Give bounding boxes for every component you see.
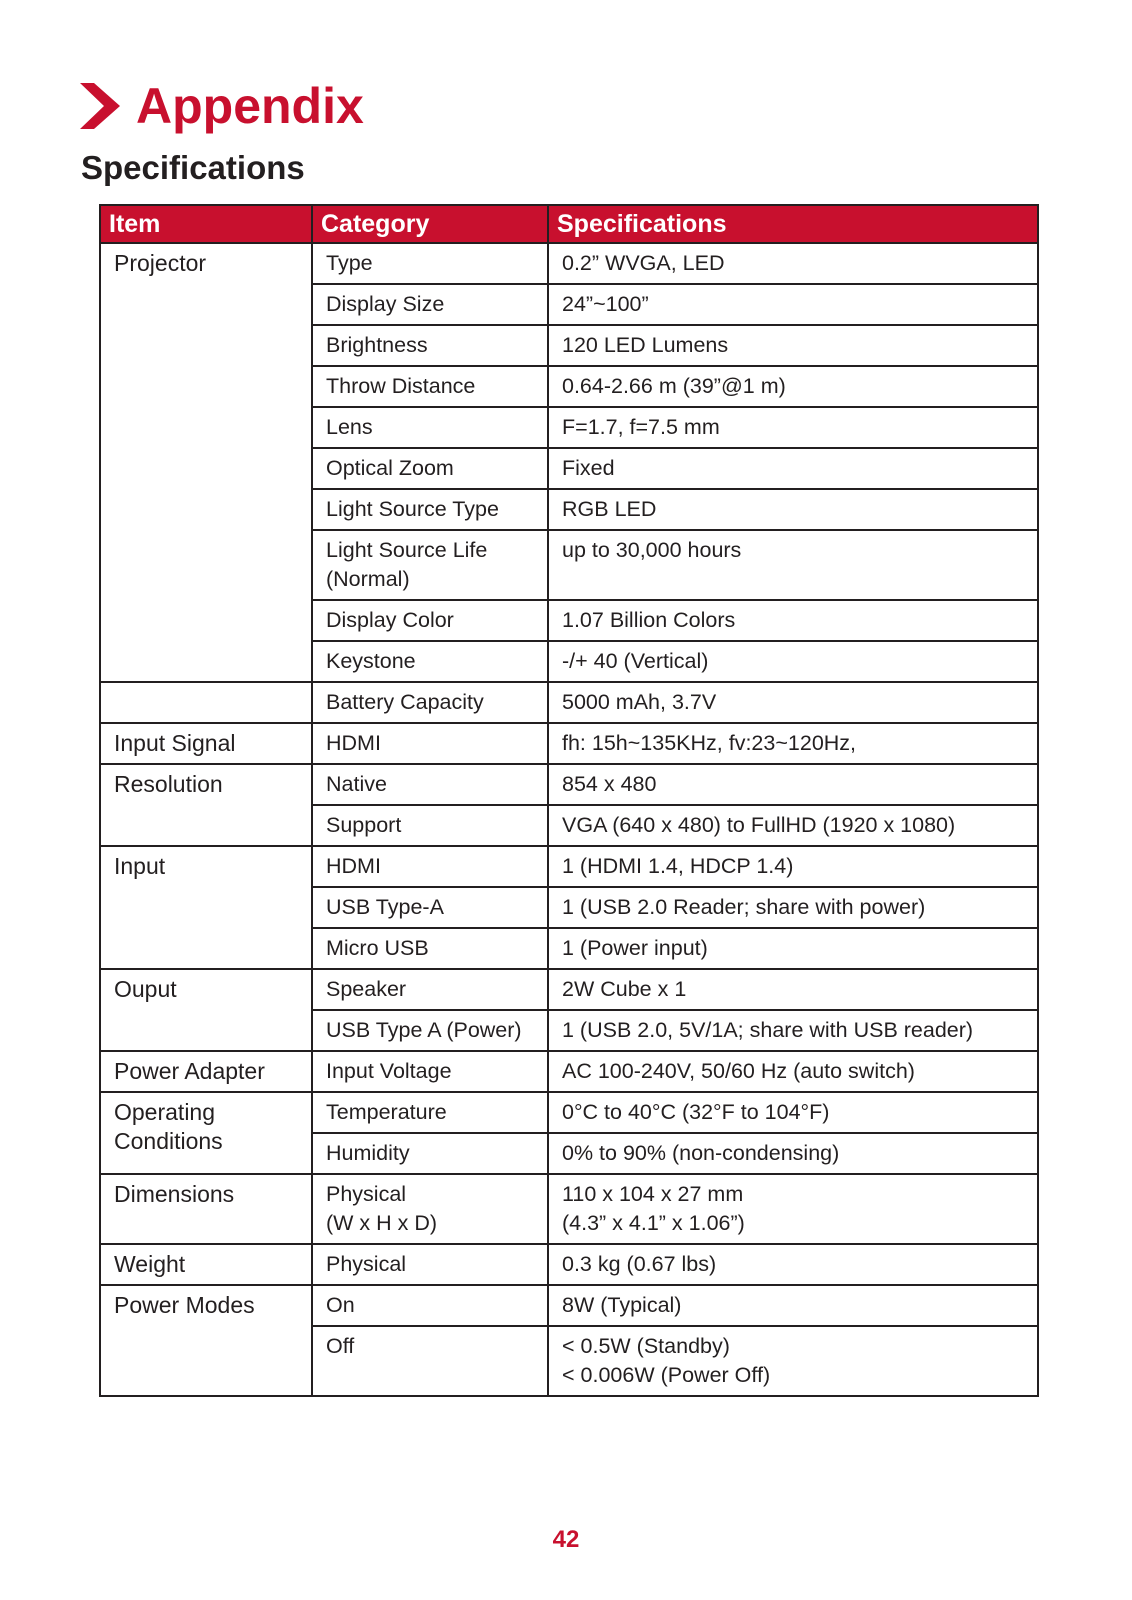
item-cell (100, 682, 312, 723)
category-cell: Speaker (312, 969, 548, 1010)
chapter-title: Appendix (136, 78, 364, 134)
spec-cell (548, 1326, 1038, 1396)
spec-cell: 5000 mAh, 3.7V (548, 682, 1038, 723)
category-cell: Keystone (312, 641, 548, 682)
spec-cell: 1 (HDMI 1.4, HDCP 1.4) (548, 846, 1038, 887)
spec-cell: -/+ 40 (Vertical) (548, 641, 1038, 682)
spec-cell: F=1.7, f=7.5 mm (548, 407, 1038, 448)
spec-cell: 24”~100” (548, 284, 1038, 325)
table-row (100, 969, 1038, 1010)
item-cell: Power Modes (100, 1285, 312, 1396)
category-cell: Brightness (312, 325, 548, 366)
category-cell-line: Physical (326, 1182, 407, 1206)
spec-cell: Fixed (548, 448, 1038, 489)
category-cell-line: (W x H x D) (326, 1211, 438, 1235)
specifications-table (99, 204, 1039, 1397)
item-cell: Power Adapter (100, 1051, 312, 1092)
category-cell (312, 1174, 548, 1244)
table-body (100, 243, 1038, 1396)
table-row (100, 1174, 1038, 1244)
category-cell (312, 530, 548, 600)
category-cell: USB Type A (Power) (312, 1010, 548, 1051)
spec-cell-line: < 0.5W (Standby) (562, 1334, 730, 1358)
category-cell: Micro USB (312, 928, 548, 969)
spec-cell: 0°C to 40°C (32°F to 104°F) (548, 1092, 1038, 1133)
spec-cell: 1 (USB 2.0, 5V/1A; share with USB reader) (548, 1010, 1038, 1051)
category-cell: Humidity (312, 1133, 548, 1174)
header-specifications: Specifications (548, 205, 1038, 243)
spec-cell-line: (4.3” x 4.1” x 1.06”) (562, 1211, 745, 1235)
spec-cell: 0.3 kg (0.67 lbs) (548, 1244, 1038, 1285)
spec-cell: 0.2” WVGA, LED (548, 243, 1038, 284)
category-cell: USB Type-A (312, 887, 548, 928)
category-cell: HDMI (312, 846, 548, 887)
table-row (100, 723, 1038, 764)
category-cell: Battery Capacity (312, 682, 548, 723)
category-cell: Throw Distance (312, 366, 548, 407)
category-cell: Type (312, 243, 548, 284)
category-cell: Light Source Type (312, 489, 548, 530)
spec-cell: fh: 15h~135KHz, fv:23~120Hz, (548, 723, 1038, 764)
category-cell: HDMI (312, 723, 548, 764)
page-number: 42 (552, 1526, 580, 1553)
spec-cell-line: 110 x 104 x 27 mm (562, 1182, 744, 1206)
table-row (100, 846, 1038, 887)
header-item: Item (100, 205, 312, 243)
chevron-right-icon (80, 83, 120, 129)
table-row (100, 1092, 1038, 1133)
table-row (100, 1244, 1038, 1285)
category-cell: Optical Zoom (312, 448, 548, 489)
table-header-row (100, 205, 1038, 243)
spec-cell: AC 100-240V, 50/60 Hz (auto switch) (548, 1051, 1038, 1092)
item-cell: Ouput (100, 969, 312, 1051)
item-cell: Input (100, 846, 312, 969)
spec-cell: 0% to 90% (non-condensing) (548, 1133, 1038, 1174)
category-cell: Temperature (312, 1092, 548, 1133)
header-category: Category (312, 205, 548, 243)
item-cell: Operating Conditions (100, 1092, 312, 1174)
item-cell: Resolution (100, 764, 312, 846)
category-cell-line: (Normal) (326, 567, 410, 591)
table-row (100, 682, 1038, 723)
category-cell: Support (312, 805, 548, 846)
category-cell: Display Color (312, 600, 548, 641)
spec-cell: 1 (USB 2.0 Reader; share with power) (548, 887, 1038, 928)
table-row (100, 764, 1038, 805)
chapter-heading (80, 78, 364, 134)
item-cell: Projector (100, 243, 312, 682)
section-title: Specifications (81, 149, 305, 186)
category-cell: Physical (312, 1244, 548, 1285)
spec-cell: up to 30,000 hours (548, 530, 1038, 600)
category-cell: On (312, 1285, 548, 1326)
category-cell: Lens (312, 407, 548, 448)
spec-cell-line: < 0.006W (Power Off) (562, 1363, 771, 1387)
table-row (100, 1285, 1038, 1326)
category-cell: Off (312, 1326, 548, 1396)
spec-cell: 854 x 480 (548, 764, 1038, 805)
category-cell: Native (312, 764, 548, 805)
table-row (100, 1051, 1038, 1092)
spec-cell: 0.64-2.66 m (39”@1 m) (548, 366, 1038, 407)
spec-cell (548, 1174, 1038, 1244)
spec-cell: RGB LED (548, 489, 1038, 530)
item-cell: Dimensions (100, 1174, 312, 1244)
spec-cell: 8W (Typical) (548, 1285, 1038, 1326)
category-cell-line: Light Source Life (326, 538, 488, 562)
spec-cell: 120 LED Lumens (548, 325, 1038, 366)
spec-cell: 1 (Power input) (548, 928, 1038, 969)
item-cell: Input Signal (100, 723, 312, 764)
item-cell: Weight (100, 1244, 312, 1285)
spec-cell: 2W Cube x 1 (548, 969, 1038, 1010)
category-cell: Display Size (312, 284, 548, 325)
table-row (100, 243, 1038, 284)
spec-cell: VGA (640 x 480) to FullHD (1920 x 1080) (548, 805, 1038, 846)
category-cell: Input Voltage (312, 1051, 548, 1092)
spec-cell: 1.07 Billion Colors (548, 600, 1038, 641)
